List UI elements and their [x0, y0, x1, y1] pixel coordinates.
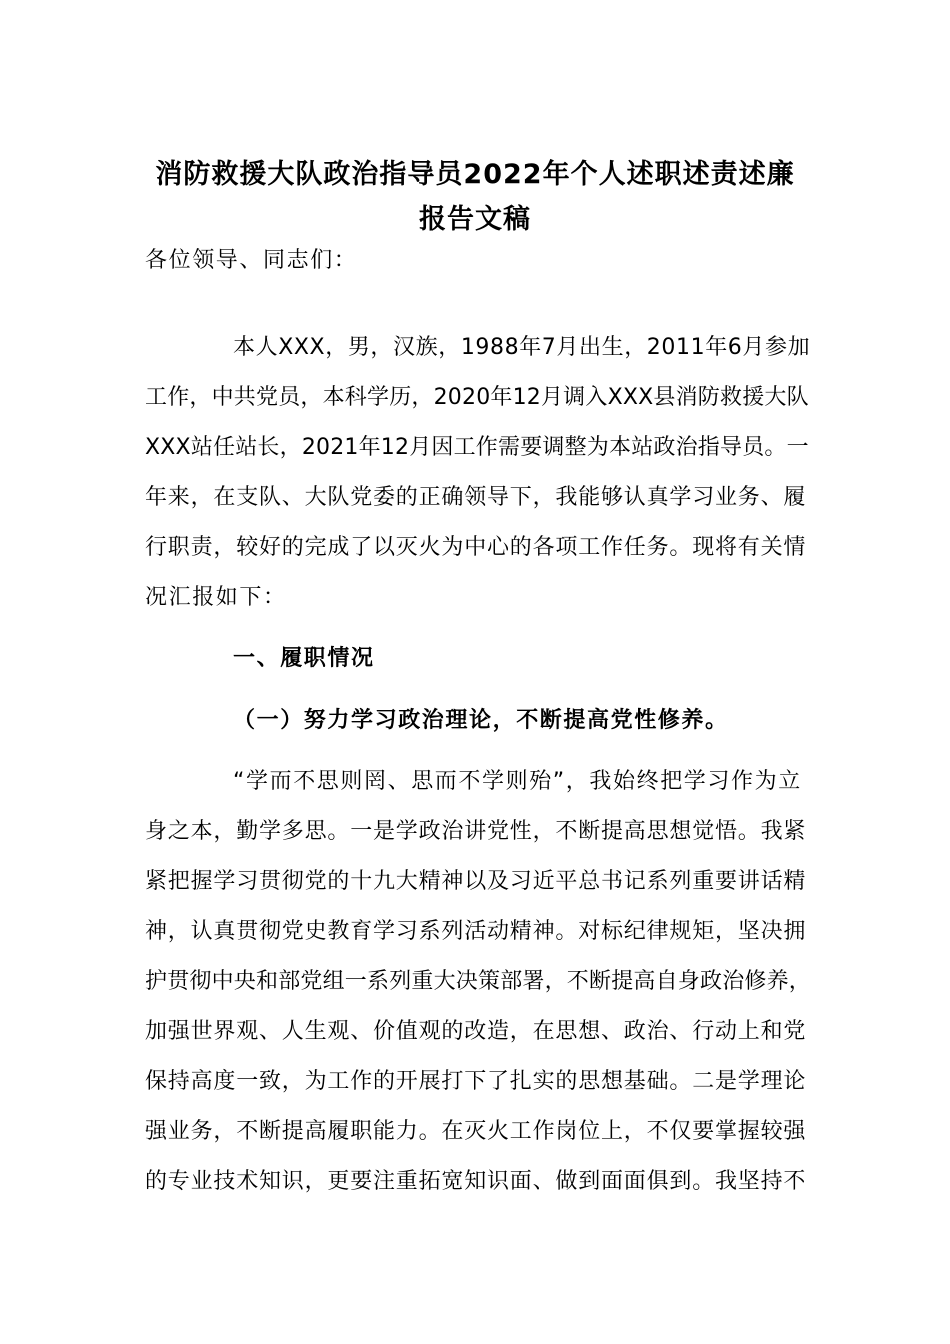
title-line-2: 报告文稿: [419, 204, 531, 235]
title-line-1: 消防救援大队政治指导员2022年个人述职述责述廉: [155, 159, 795, 190]
section-heading-1: 一、履职情况: [233, 646, 375, 671]
intro-line-4: 年来，在支队、大队党委的正确领导下，我能够认真学习业务、履: [145, 485, 807, 510]
body-line-1: “学而不思则罔、思而不学则殆”，我始终把学习作为立: [233, 769, 802, 794]
intro-line-6: 况汇报如下：: [145, 585, 287, 610]
body-line-2: 身之本，勤学多思。一是学政治讲党性，不断提高思想觉悟。我紧: [145, 819, 807, 844]
body-line-4: 神，认真贯彻党史教育学习系列活动精神。对标纪律规矩，坚决拥: [145, 919, 807, 944]
body-line-9: 的专业技术知识，更要注重拓宽知识面、做到面面俱到。我坚持不: [145, 1169, 807, 1194]
intro-line-1: 本人XXX，男，汉族，1988年7月出生，2011年6月参加: [233, 335, 811, 360]
intro-line-5: 行职责，较好的完成了以灭火为中心的各项工作任务。现将有关情: [145, 535, 807, 560]
subsection-heading-1: （一）努力学习政治理论，不断提高党性修养。: [233, 708, 729, 733]
salutation: 各位领导、同志们：: [145, 248, 358, 273]
body-line-5: 护贯彻中央和部党组一系列重大决策部署，不断提高自身政治修养，: [145, 969, 812, 994]
body-line-3: 紧把握学习贯彻党的十九大精神以及习近平总书记系列重要讲话精: [145, 869, 807, 894]
document-title: [120, 152, 830, 242]
body-line-7: 保持高度一致，为工作的开展打下了扎实的思想基础。二是学理论: [145, 1069, 807, 1094]
intro-line-3: XXX站任站长，2021年12月因工作需要调整为本站政治指导员。一: [145, 435, 809, 460]
body-line-6: 加强世界观、人生观、价值观的改造，在思想、政治、行动上和党: [145, 1019, 807, 1044]
intro-line-2: 工作，中共党员，本科学历，2020年12月调入XXX县消防救援大队: [145, 385, 809, 410]
body-line-8: 强业务，不断提高履职能力。在灭火工作岗位上，不仅要掌握较强: [145, 1119, 807, 1144]
